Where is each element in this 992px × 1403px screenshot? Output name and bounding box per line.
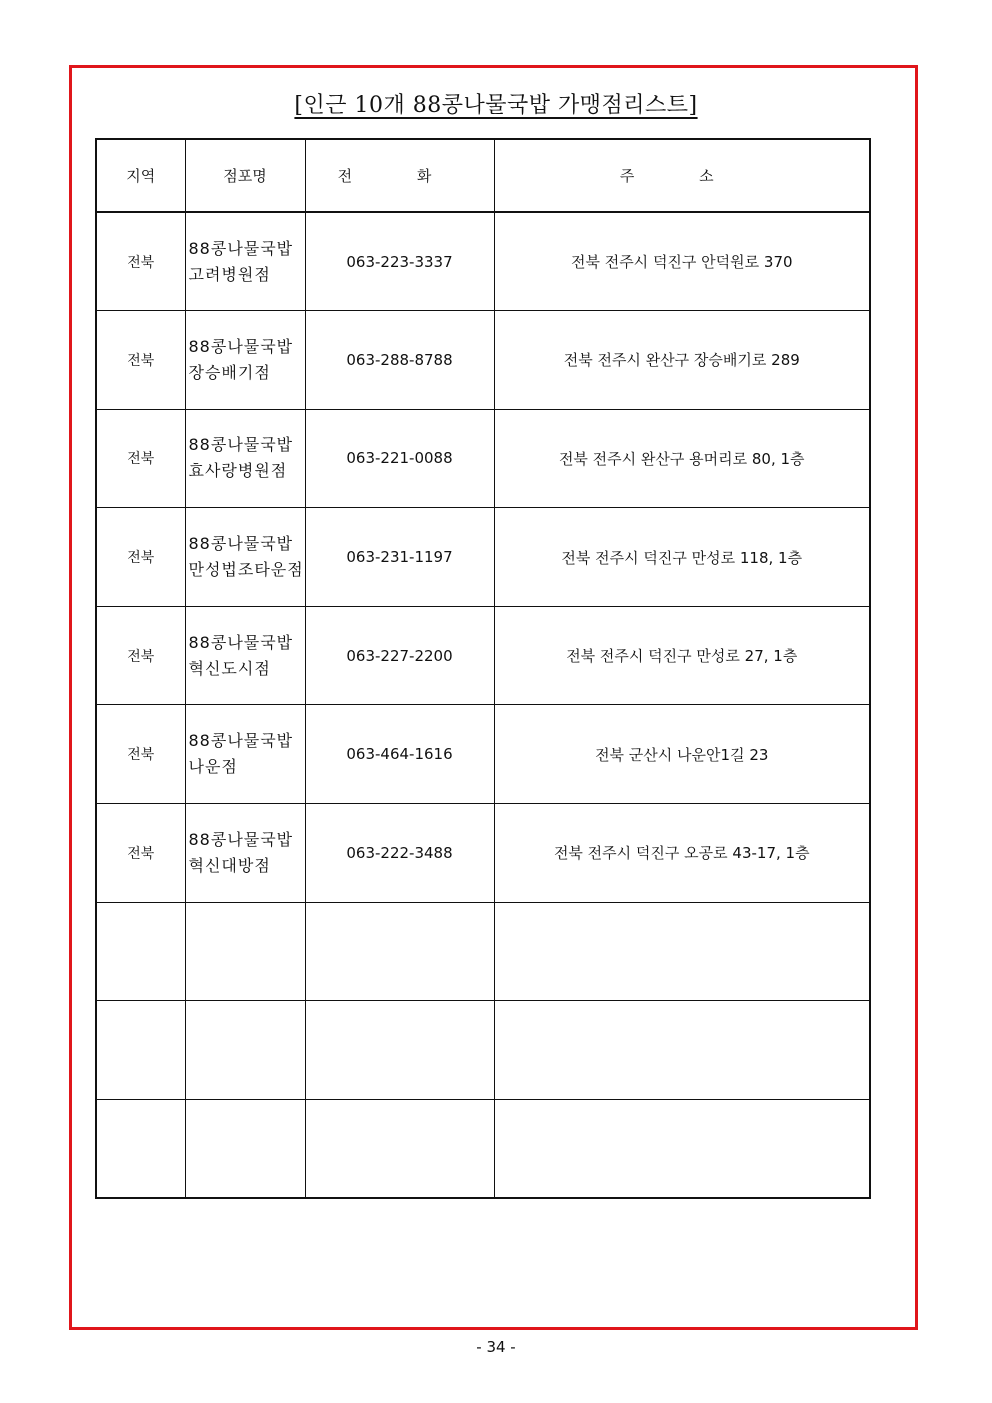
cell-region: 전북 [96, 311, 185, 410]
header-phone: 전 화 [305, 139, 494, 212]
table-row [96, 409, 870, 508]
table-body [96, 212, 870, 1198]
empty-cell [494, 902, 870, 1001]
cell-address: 전북 전주시 덕진구 오공로 43-17, 1층 [494, 804, 870, 903]
empty-table-row [96, 1001, 870, 1100]
cell-phone: 063-221-0088 [305, 409, 494, 508]
cell-address: 전북 전주시 덕진구 만성로 27, 1층 [494, 606, 870, 705]
cell-store [185, 409, 305, 508]
cell-phone: 063-227-2200 [305, 606, 494, 705]
header-address: 주 소 [494, 139, 870, 212]
cell-region: 전북 [96, 508, 185, 607]
header-region: 지역 [96, 139, 185, 212]
cell-phone: 063-464-1616 [305, 705, 494, 804]
empty-cell [96, 902, 185, 1001]
store-brand: 88콩나물국밥 [188, 632, 294, 652]
table-row [96, 212, 870, 311]
cell-address: 전북 군산시 나운안1길 23 [494, 705, 870, 804]
empty-cell [305, 1001, 494, 1100]
cell-store [185, 705, 305, 804]
cell-store [185, 804, 305, 903]
cell-phone: 063-231-1197 [305, 508, 494, 607]
cell-store [185, 311, 305, 410]
table-row [96, 508, 870, 607]
table-row [96, 311, 870, 410]
table-header-row [96, 139, 870, 212]
table-row [96, 705, 870, 804]
cell-region: 전북 [96, 804, 185, 903]
page-number: - 34 - [476, 1338, 516, 1356]
cell-region: 전북 [96, 409, 185, 508]
cell-phone: 063-222-3488 [305, 804, 494, 903]
store-brand: 88콩나물국밥 [188, 534, 294, 554]
cell-address: 전북 전주시 덕진구 안덕원로 370 [494, 212, 870, 311]
cell-store [185, 508, 305, 607]
cell-region: 전북 [96, 212, 185, 311]
store-branch: 만성법조타운점 [188, 560, 304, 580]
empty-cell [494, 1001, 870, 1100]
store-brand: 88콩나물국밥 [188, 435, 294, 455]
cell-address: 전북 전주시 완산구 용머리로 80, 1층 [494, 409, 870, 508]
store-brand: 88콩나물국밥 [188, 336, 294, 356]
empty-table-row [96, 1099, 870, 1198]
cell-region: 전북 [96, 606, 185, 705]
cell-store [185, 606, 305, 705]
store-branch: 혁신도시점 [188, 658, 271, 678]
empty-cell [185, 1001, 305, 1100]
empty-cell [96, 1099, 185, 1198]
header-store: 점포명 [185, 139, 305, 212]
empty-cell [185, 902, 305, 1001]
store-brand: 88콩나물국밥 [188, 829, 294, 849]
store-branch: 효사랑병원점 [188, 461, 288, 481]
empty-table-row [96, 902, 870, 1001]
empty-cell [185, 1099, 305, 1198]
table-row [96, 804, 870, 903]
empty-cell [96, 1001, 185, 1100]
franchise-table [95, 138, 871, 1199]
cell-address: 전북 전주시 덕진구 만성로 118, 1층 [494, 508, 870, 607]
store-brand: 88콩나물국밥 [188, 238, 294, 258]
page-title: [인근 10개 88콩나물국밥 가맹점리스트] [294, 93, 698, 118]
cell-phone: 063-223-3337 [305, 212, 494, 311]
empty-cell [494, 1099, 870, 1198]
store-brand: 88콩나물국밥 [188, 731, 294, 751]
cell-address: 전북 전주시 완산구 장승배기로 289 [494, 311, 870, 410]
store-branch: 장승배기점 [188, 362, 271, 382]
empty-cell [305, 1099, 494, 1198]
store-branch: 혁신대방점 [188, 855, 271, 875]
cell-store [185, 212, 305, 311]
table-row [96, 606, 870, 705]
store-branch: 고려병원점 [188, 264, 271, 284]
empty-cell [305, 902, 494, 1001]
cell-phone: 063-288-8788 [305, 311, 494, 410]
cell-region: 전북 [96, 705, 185, 804]
store-branch: 나운점 [188, 757, 238, 777]
